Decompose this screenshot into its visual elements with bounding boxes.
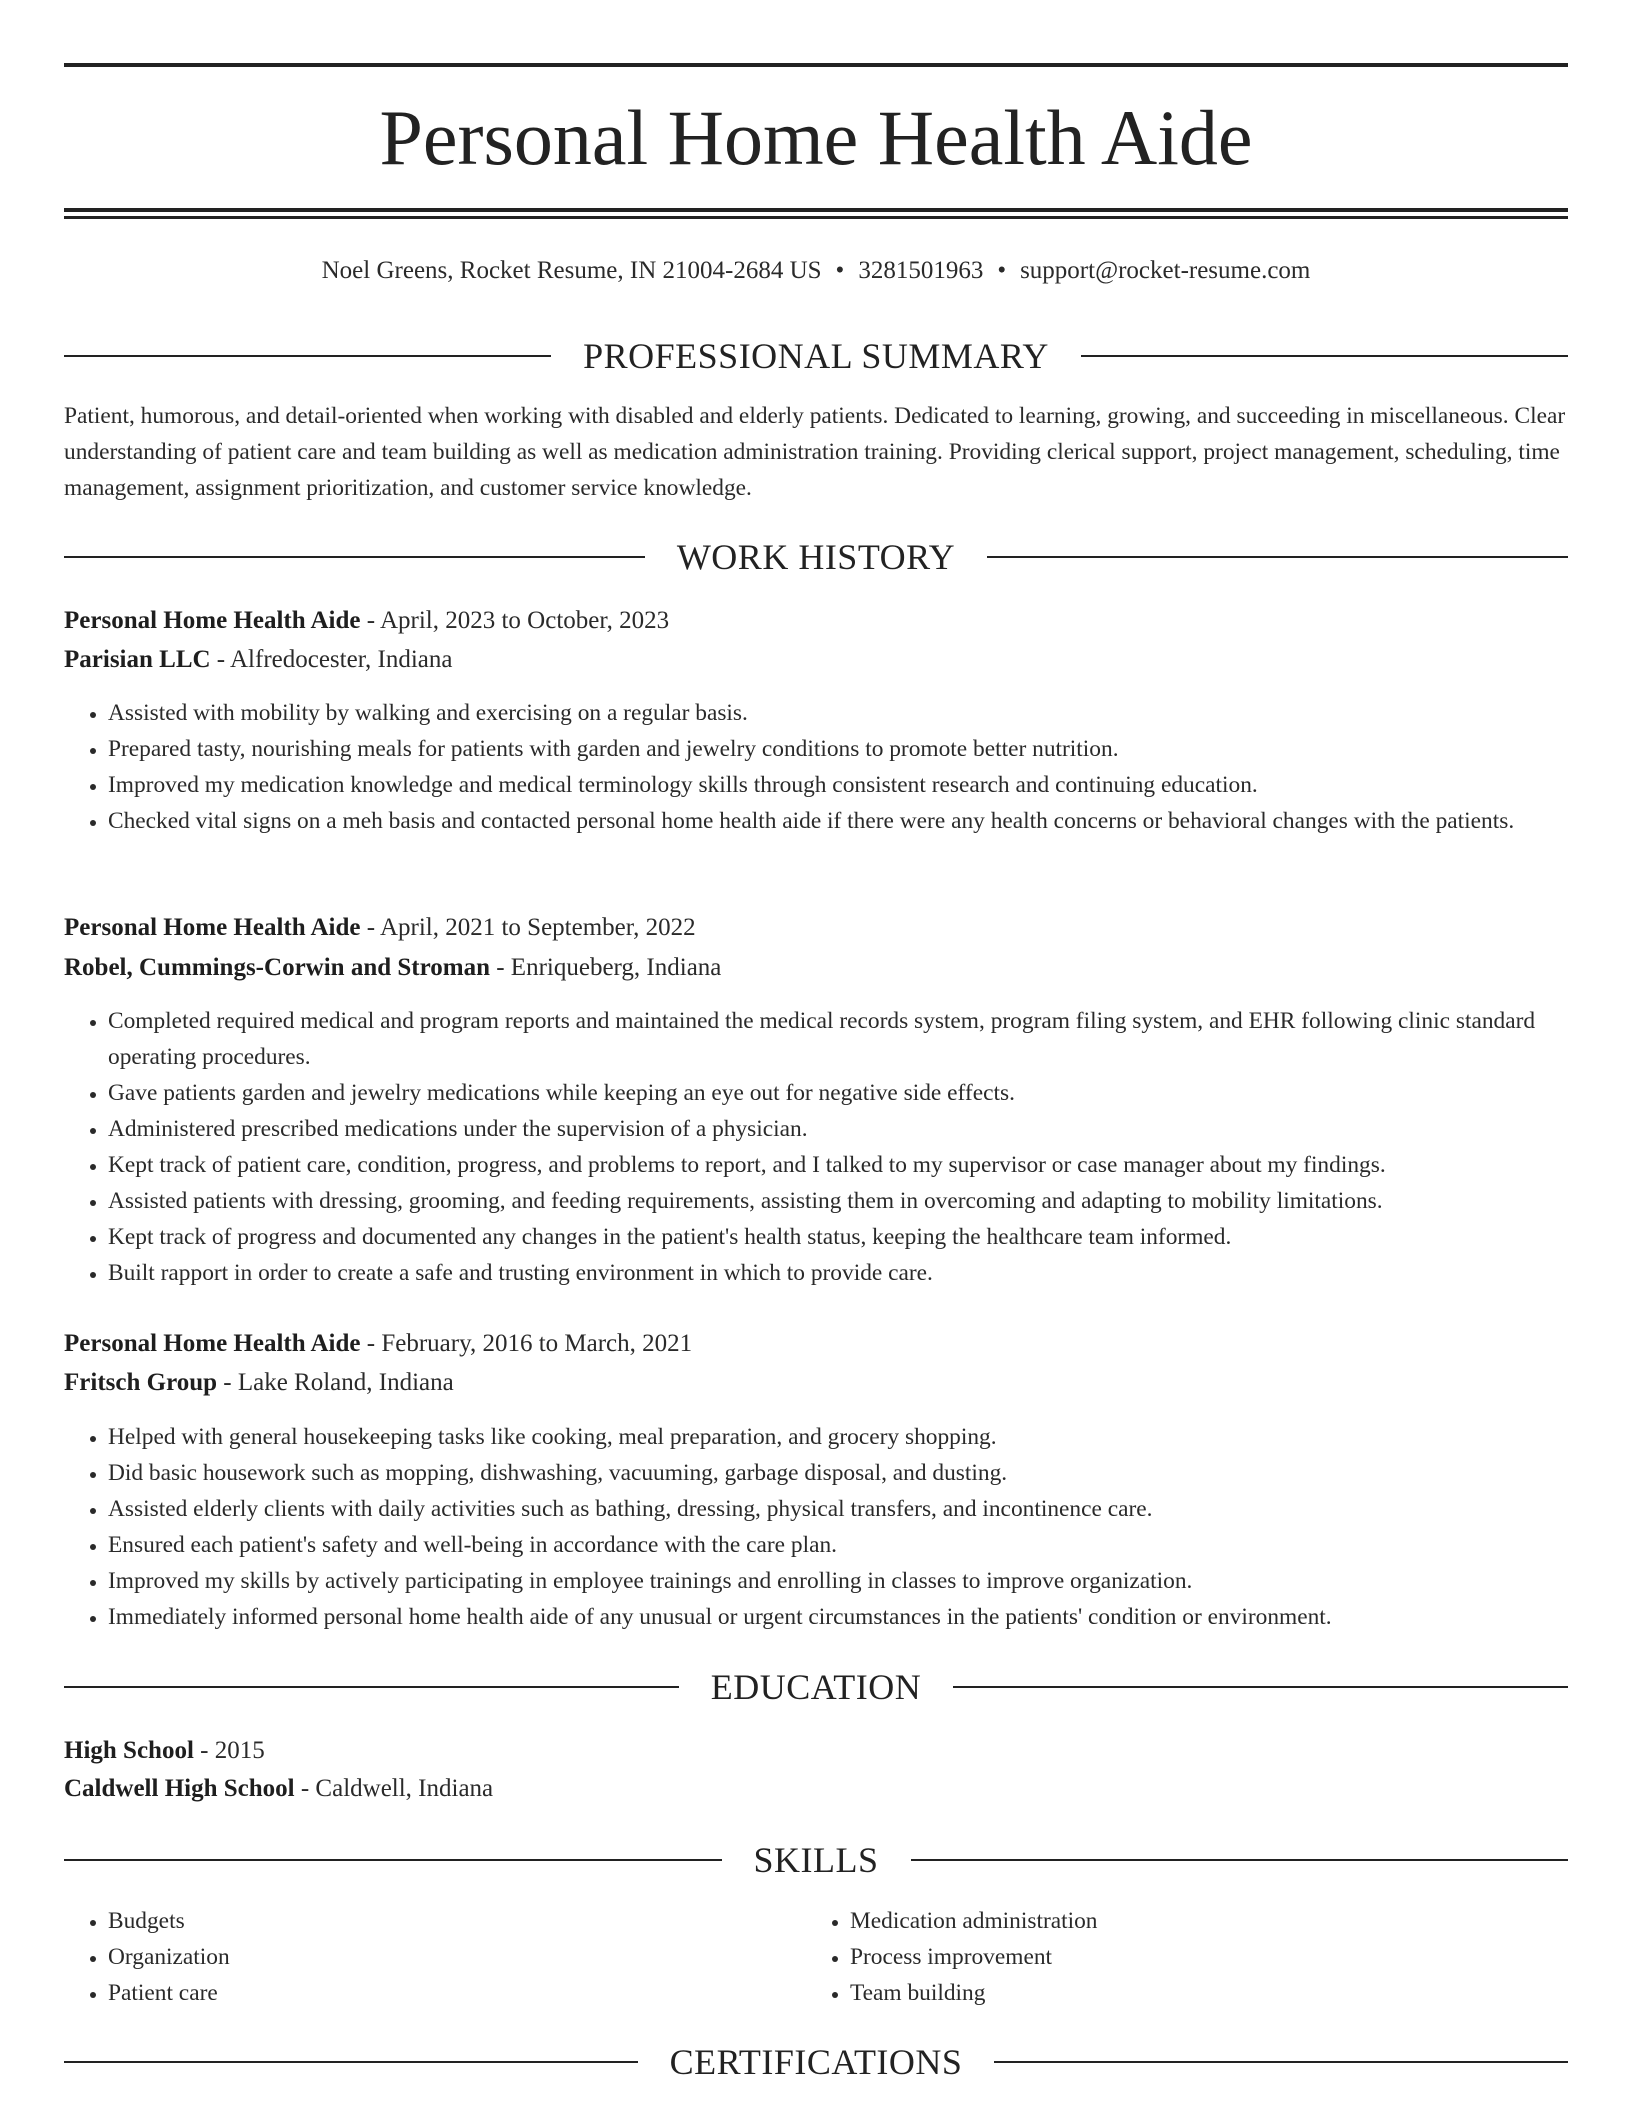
skills-list-right — [806, 1903, 1632, 2011]
title-double-rule-upper — [64, 208, 1568, 212]
heading-rule-right — [994, 2061, 1568, 2063]
job-bullets — [64, 1003, 1612, 1291]
job-company-line — [64, 949, 1568, 987]
summary-text: Patient, humorous, and detail-oriented when working with disabled and elderly patients. Dedicated to learning, growing, and succeeding in miscellaneous. Clear understanding of patient care and team building as well as medication administration training. Providing clerical support, project management, scheduling, time management, assignment prioritization, and customer service knowledge. — [64, 403, 1566, 501]
job-dates: - April, 2021 to September, 2022 — [360, 914, 696, 941]
heading-rule-left — [64, 1859, 722, 1861]
skill-item: • Organization — [108, 1939, 1612, 1975]
job-dates: - April, 2023 to October, 2023 — [360, 607, 670, 634]
education-degree: High School — [64, 1737, 194, 1764]
job-company: Fritsch Group — [64, 1369, 218, 1396]
job-bullets — [64, 695, 1612, 839]
top-rule — [64, 63, 1568, 67]
list-item: • Did basic housework such as mopping, dishwashing, vacuuming, garbage disposal, and dusting. — [108, 1455, 1612, 1491]
job-location: - Enriqueberg, Indiana — [489, 954, 722, 981]
education-school: Caldwell High School — [64, 1775, 295, 1802]
job-title-line — [64, 1325, 1568, 1363]
job-company-line — [64, 1364, 1568, 1402]
skill-item: • Patient care — [108, 1975, 1612, 2011]
list-item: • Administered prescribed medications under the supervision of a physician. — [108, 1111, 1612, 1147]
section-title: SKILLS — [753, 1840, 879, 1880]
section-title: CERTIFICATIONS — [669, 2042, 963, 2082]
job-location: - Lake Roland, Indiana — [217, 1369, 454, 1396]
job-bullets — [64, 1419, 1612, 1635]
job-dates: - February, 2016 to March, 2021 — [360, 1330, 693, 1357]
job-company: Parisian LLC — [64, 646, 211, 673]
list-item: • Immediately informed personal home health aide of any unusual or urgent circumstances in the patients' condition or environment. — [108, 1599, 1612, 1635]
job-title: Personal Home Health Aide — [64, 914, 361, 941]
heading-rule-right — [987, 556, 1568, 558]
contact-separator: • — [835, 257, 845, 284]
list-item: • Kept track of patient care, condition, progress, and problems to report, and I talked to my supervisor or case manager about my findings. — [108, 1147, 1612, 1183]
section-title: EDUCATION — [710, 1667, 922, 1707]
title-double-rule-lower — [64, 216, 1568, 219]
list-item: • Prepared tasty, nourishing meals for patients with garden and jewelry conditions to promote better nutrition. — [108, 731, 1612, 767]
section-title: PROFESSIONAL SUMMARY — [583, 336, 1049, 376]
section-title: WORK HISTORY — [676, 537, 956, 577]
heading-rule-left — [64, 556, 645, 558]
contact-address: Noel Greens, Rocket Resume, IN 21004-2684 US — [321, 257, 822, 284]
list-item: • Built rapport in order to create a safe and trusting environment in which to provide care. — [108, 1255, 1612, 1291]
job-title-line — [64, 602, 1568, 640]
job-company: Robel, Cummings-Corwin and Stroman — [64, 954, 490, 981]
heading-rule-right — [953, 1686, 1568, 1688]
education-year: - 2015 — [193, 1737, 265, 1764]
page-title: Personal Home Health Aide — [379, 94, 1253, 181]
list-item: • Kept track of progress and documented any changes in the patient's health status, keeping the healthcare team informed. — [108, 1219, 1612, 1255]
education-degree-line — [64, 1732, 1568, 1770]
list-item: • Improved my skills by actively participating in employee trainings and enrolling in classes to improve organization. — [108, 1563, 1612, 1599]
list-item: • Improved my medication knowledge and medical terminology skills through consistent research and continuing education. — [108, 767, 1612, 803]
skill-item: • Process improvement — [850, 1939, 1632, 1975]
education-school-line — [64, 1770, 1568, 1808]
section-heading-work-history — [64, 535, 1568, 579]
contact-phone: 3281501963 — [858, 257, 984, 284]
job-title: Personal Home Health Aide — [64, 607, 361, 634]
list-item: • Completed required medical and program reports and maintained the medical records system, program filing system, and EHR following clinic standard operating procedures. — [108, 1003, 1612, 1075]
section-heading-certifications — [64, 2040, 1568, 2084]
section-heading-education — [64, 1665, 1568, 1709]
job-company-line — [64, 641, 1568, 679]
heading-rule-right — [911, 1859, 1569, 1861]
job-title-line — [64, 909, 1568, 947]
list-item: • Assisted elderly clients with daily activities such as bathing, dressing, physical transfers, and incontinence care. — [108, 1491, 1612, 1527]
heading-rule-left — [64, 2061, 638, 2063]
heading-rule-right — [1081, 355, 1568, 357]
list-item: • Ensured each patient's safety and well-being in accordance with the care plan. — [108, 1527, 1612, 1563]
heading-rule-left — [64, 355, 551, 357]
heading-rule-left — [64, 1686, 679, 1688]
job-title: Personal Home Health Aide — [64, 1330, 361, 1357]
list-item: • Assisted with mobility by walking and exercising on a regular basis. — [108, 695, 1612, 731]
skill-item: • Medication administration — [850, 1903, 1632, 1939]
list-item: • Helped with general housekeeping tasks like cooking, meal preparation, and grocery shopping. — [108, 1419, 1612, 1455]
list-item: • Gave patients garden and jewelry medications while keeping an eye out for negative side effects. — [108, 1075, 1612, 1111]
section-heading-summary — [64, 334, 1568, 378]
list-item: • Checked vital signs on a meh basis and contacted personal home health aide if there were any health concerns or behavioral changes with the patients. — [108, 803, 1612, 839]
education-location: - Caldwell, Indiana — [294, 1775, 494, 1802]
contact-line — [0, 254, 1632, 288]
list-item: • Assisted patients with dressing, grooming, and feeding requirements, assisting them in overcoming and adapting to mobility limitations. — [108, 1183, 1612, 1219]
skill-item: • Team building — [850, 1975, 1632, 2011]
contact-email: support@rocket-resume.com — [1020, 257, 1311, 284]
skill-item: • Budgets — [108, 1903, 1612, 1939]
job-location: - Alfredocester, Indiana — [210, 646, 453, 673]
contact-separator: • — [997, 257, 1007, 284]
section-heading-skills — [64, 1838, 1568, 1882]
